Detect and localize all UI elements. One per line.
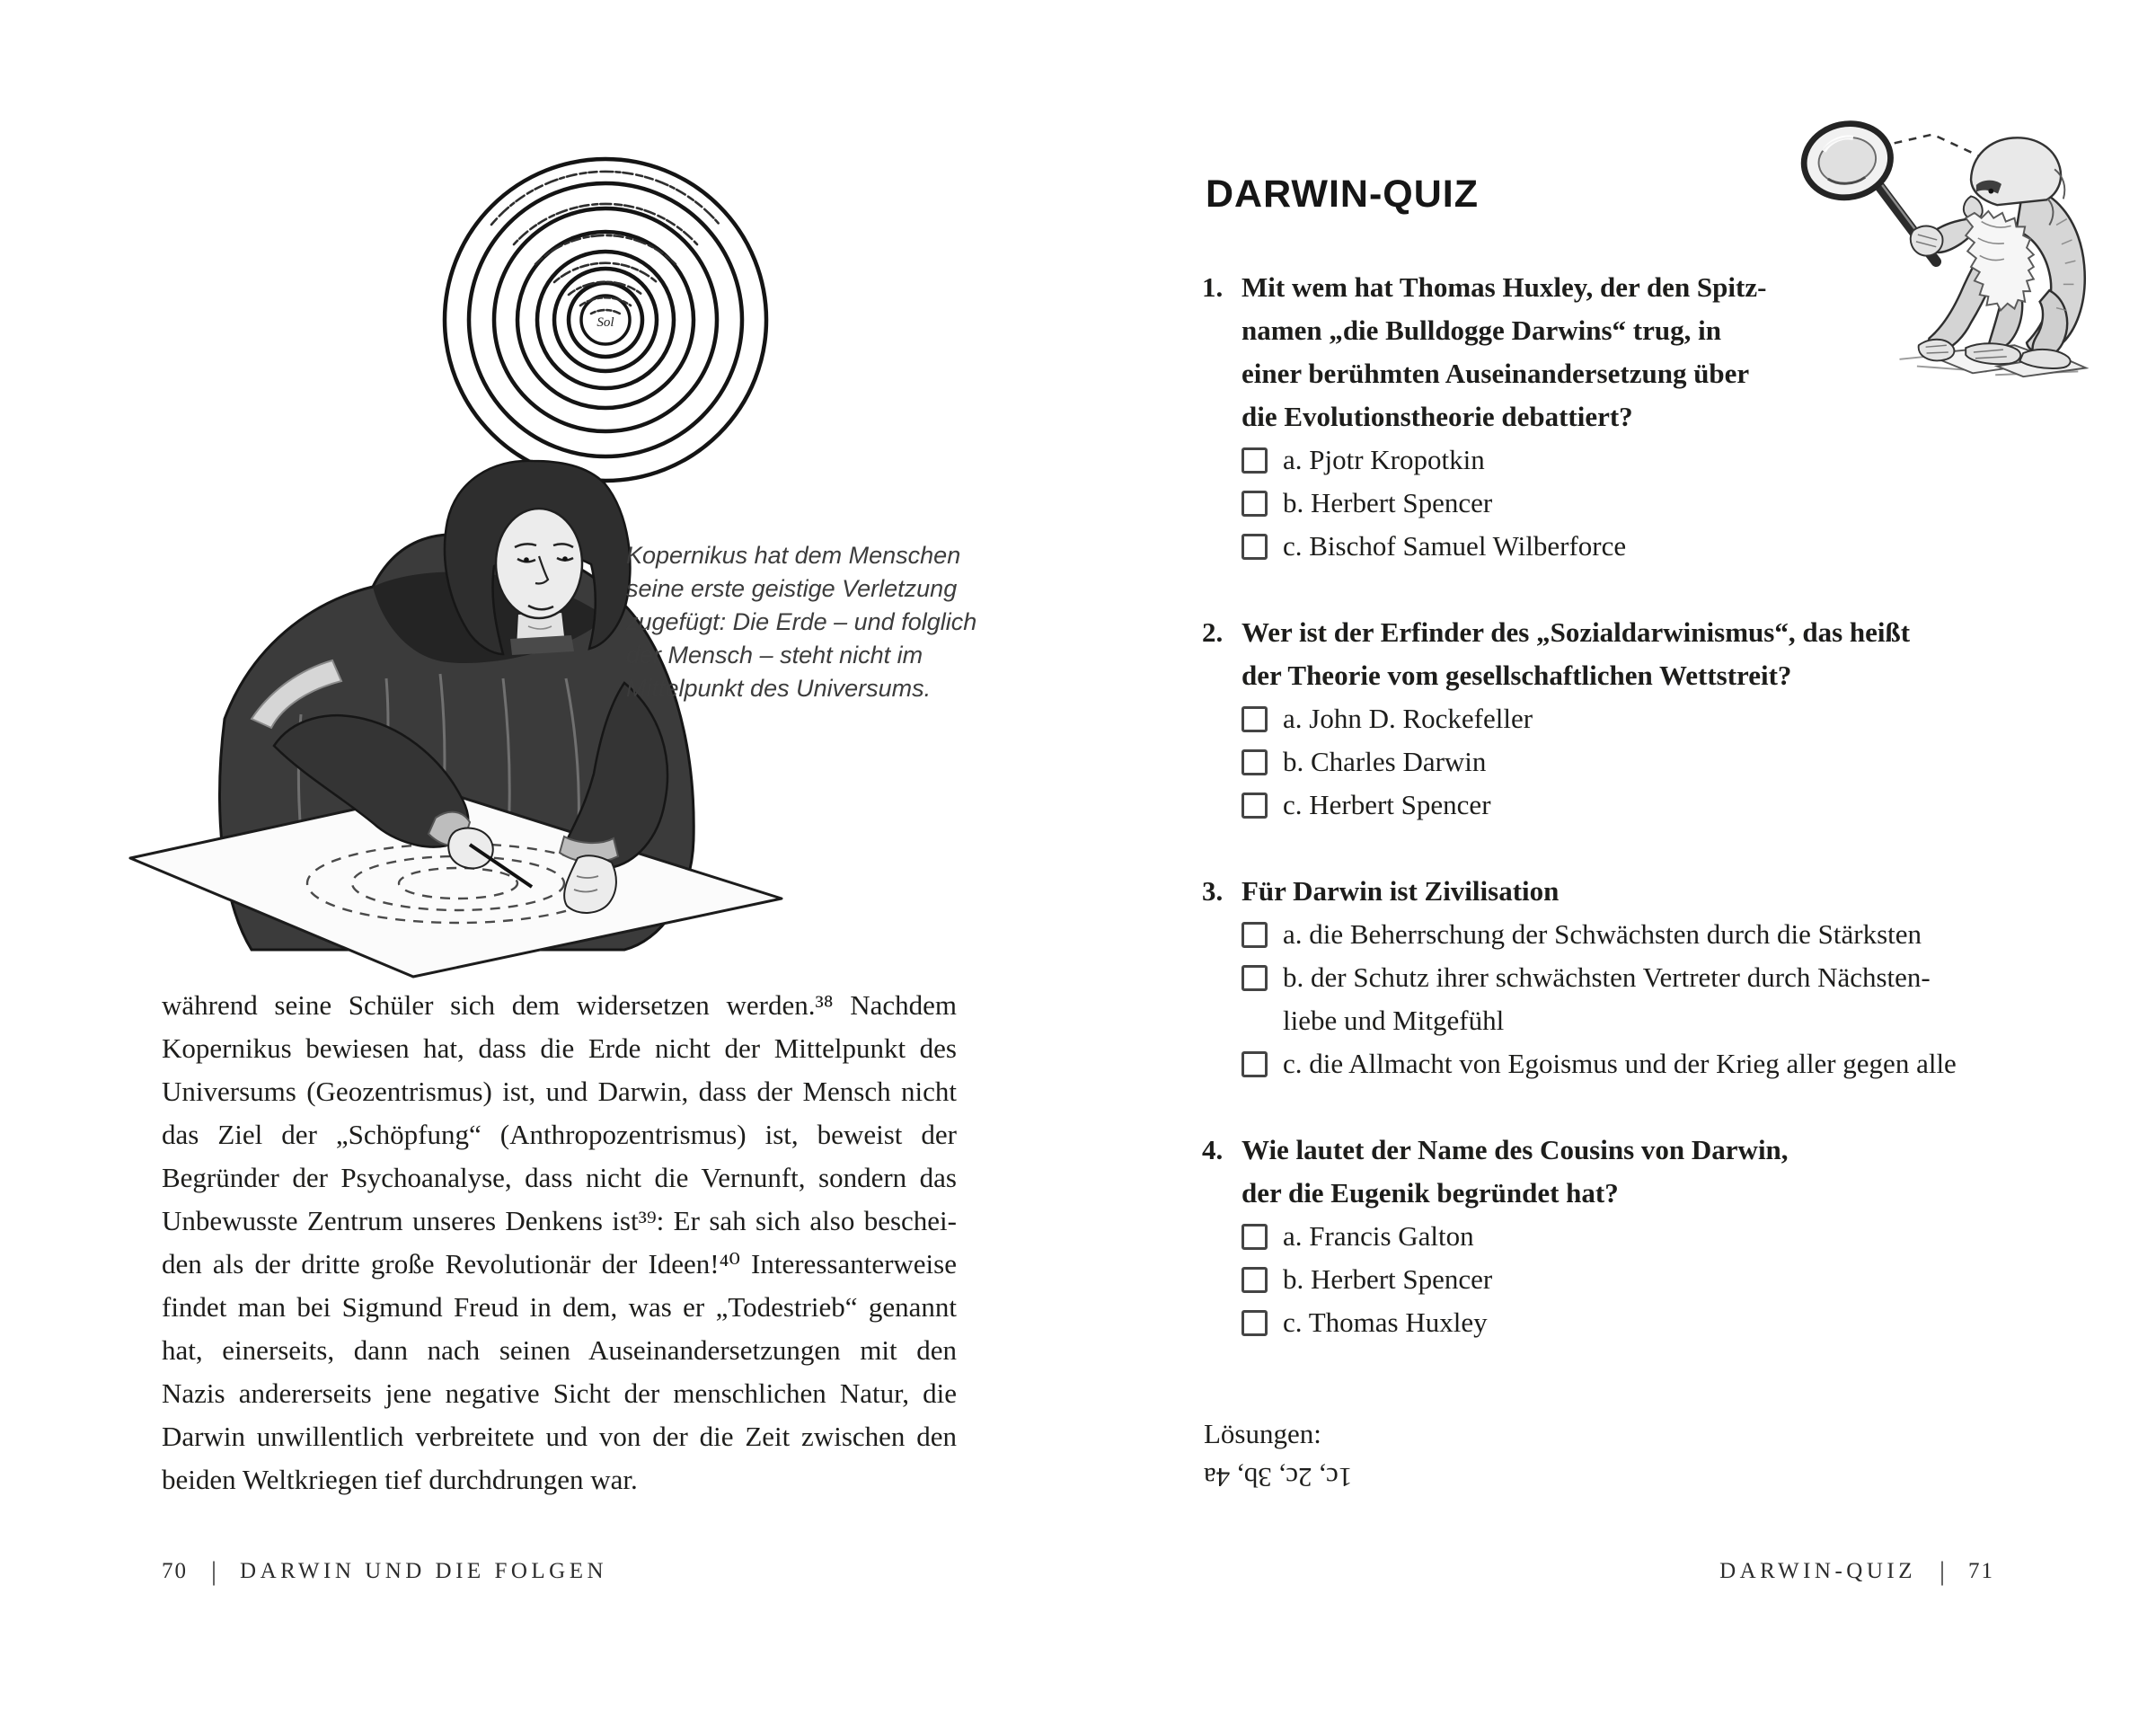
option-line: a. Francis Galton [1283,1220,1474,1252]
solutions-label: Lösungen: [1204,1418,1321,1449]
sol-label: Sol [596,315,614,330]
option-checkbox[interactable] [1241,922,1268,948]
option-row [1241,1042,2009,1085]
page-number-right: 71 [1968,1559,1994,1583]
running-title-left: DARWIN UND DIE FOLGEN [240,1559,608,1583]
body-line: findet man bei Sigmund Freud in dem, was er „Todestrieb“ genannt [162,1291,957,1323]
option-row [1241,1301,2009,1344]
face [496,509,582,618]
page-number-left: 70 [162,1559,188,1583]
question-1 [1200,266,2009,568]
quiz-block [1200,266,2009,1387]
question-number: 3. [1202,875,1224,907]
option-row [1241,482,2009,525]
caption-line: der Mensch – steht nicht im [626,642,923,669]
body-line: Kopernikus bewiesen hat, dass die Erde nicht der Mittelpunkt des [162,1032,957,1064]
body-line: während seine Schüler sich dem widersetzen werden.³⁸ Nachdem [162,989,957,1021]
option-checkbox[interactable] [1241,1310,1268,1336]
option-checkbox[interactable] [1241,491,1268,517]
body-paragraph [162,984,957,1501]
question-line: Mit wem hat Thomas Huxley, der den Spitz- [1241,271,1767,303]
option-line: a. die Beherrschung der Schwächsten durch die Stärksten [1283,918,1922,950]
hand-with-pen [448,828,493,869]
question-number: 1. [1202,271,1224,303]
caption-line: zugefügt: Die Erde – und folglich [626,608,977,635]
option-line: c. Thomas Huxley [1283,1306,1488,1338]
body-line: Unbewusste Zentrum unseres Denkens ist³⁹: Er sah sich also beschei- [162,1205,957,1236]
option-line: liebe und Mitgefühl [1283,1005,1505,1036]
option-checkbox[interactable] [1241,793,1268,819]
option-checkbox[interactable] [1241,1224,1268,1250]
option-row [1241,438,2009,482]
option-row [1241,913,2009,956]
solutions-answers-upside-down: 1c, 2c, 3b, 4a [1204,1462,1353,1493]
option-line: b. Charles Darwin [1283,746,1487,777]
running-title-right: DARWIN-QUIZ [1719,1559,1916,1583]
option-row [1241,697,2009,740]
option-row [1241,784,2009,827]
darwin-head [1971,137,2061,205]
question-number: 4. [1202,1134,1224,1165]
question-line: Wie lautet der Name des Cousins von Darwin, [1241,1134,1789,1165]
question-number: 2. [1202,616,1224,648]
question-line: Für Darwin ist Zivilisation [1241,875,1560,907]
body-line: Universums (Geozentrismus) ist, und Darwin, dass der Mensch nicht [162,1076,957,1107]
footer-right [1200,1554,1994,1585]
option-row [1241,525,2009,568]
question-line: einer berühmten Auseinandersetzung über [1241,358,1750,389]
eye [1988,189,1993,194]
option-checkbox[interactable] [1241,749,1268,775]
option-line: b. der Schutz ihrer schwächsten Vertreter durch Nächsten- [1283,961,1931,993]
option-checkbox[interactable] [1241,1051,1268,1077]
option-line: c. die Allmacht von Egoismus und der Krieg aller gegen alle [1283,1048,1957,1079]
caption-line: Mittelpunkt des Universums. [626,675,932,702]
body-line: Nazis andererseits jene negative Sicht der menschlichen Natur, die [162,1377,957,1409]
ape-hand [1911,226,1943,256]
footer-left [162,1554,607,1585]
body-line: den als der dritte große Revolutionär der Ideen!⁴⁰ Interessanterweise [162,1248,957,1280]
question-line: namen „die Bulldogge Darwins“ trug, in [1241,314,1721,346]
illustration-caption [626,539,1012,705]
question-3 [1200,870,2009,1085]
caption-line: seine erste geistige Verletzung [626,575,958,602]
body-line: hat, einerseits, dann nach seinen Auseinandersetzungen mit den [162,1334,957,1366]
option-checkbox[interactable] [1241,1267,1268,1293]
question-line: der Theorie vom gesellschaftlichen Wettstreit? [1241,660,1792,691]
option-line: a. John D. Rockefeller [1283,703,1533,734]
option-line: b. Herbert Spencer [1283,487,1493,518]
question-2 [1200,611,2009,827]
option-line: c. Bischof Samuel Wilberforce [1283,530,1627,562]
option-line: c. Herbert Spencer [1283,789,1491,820]
option-row [1241,956,2009,1042]
option-checkbox[interactable] [1241,706,1268,732]
option-row [1241,1215,2009,1258]
option-row [1241,740,2009,784]
option-checkbox[interactable] [1241,534,1268,560]
gaze-dashed-line [1895,135,1982,157]
footer-separator: | [211,1556,217,1586]
body-line: beiden Weltkriegen tief durchdrungen war. [162,1464,638,1495]
option-checkbox[interactable] [1241,965,1268,991]
footer-separator: | [1939,1556,1945,1586]
option-line: a. Pjotr Kropotkin [1283,444,1485,475]
quiz-title: DARWIN-QUIZ [1206,173,1480,216]
option-row [1241,1258,2009,1301]
question-4 [1200,1129,2009,1344]
option-checkbox[interactable] [1241,447,1268,474]
body-line: Begründer der Psychoanalyse, dass nicht die Vernunft, sondern das [162,1162,957,1193]
question-line: der die Eugenik begründet hat? [1241,1177,1619,1209]
question-line: Wer ist der Erfinder des „Sozialdarwinismus“, das heißt [1241,616,1911,648]
question-line: die Evolutionstheorie debattiert? [1241,401,1633,432]
caption-line: Kopernikus hat dem Menschen [626,542,961,569]
body-line: Darwin unwillentlich verbreitete und von der die Zeit zwischen den [162,1421,957,1452]
option-line: b. Herbert Spencer [1283,1263,1493,1295]
body-line: das Ziel der „Schöpfung“ (Anthropozentrismus) ist, beweist der [162,1119,957,1150]
solutions-block [1204,1412,1352,1499]
